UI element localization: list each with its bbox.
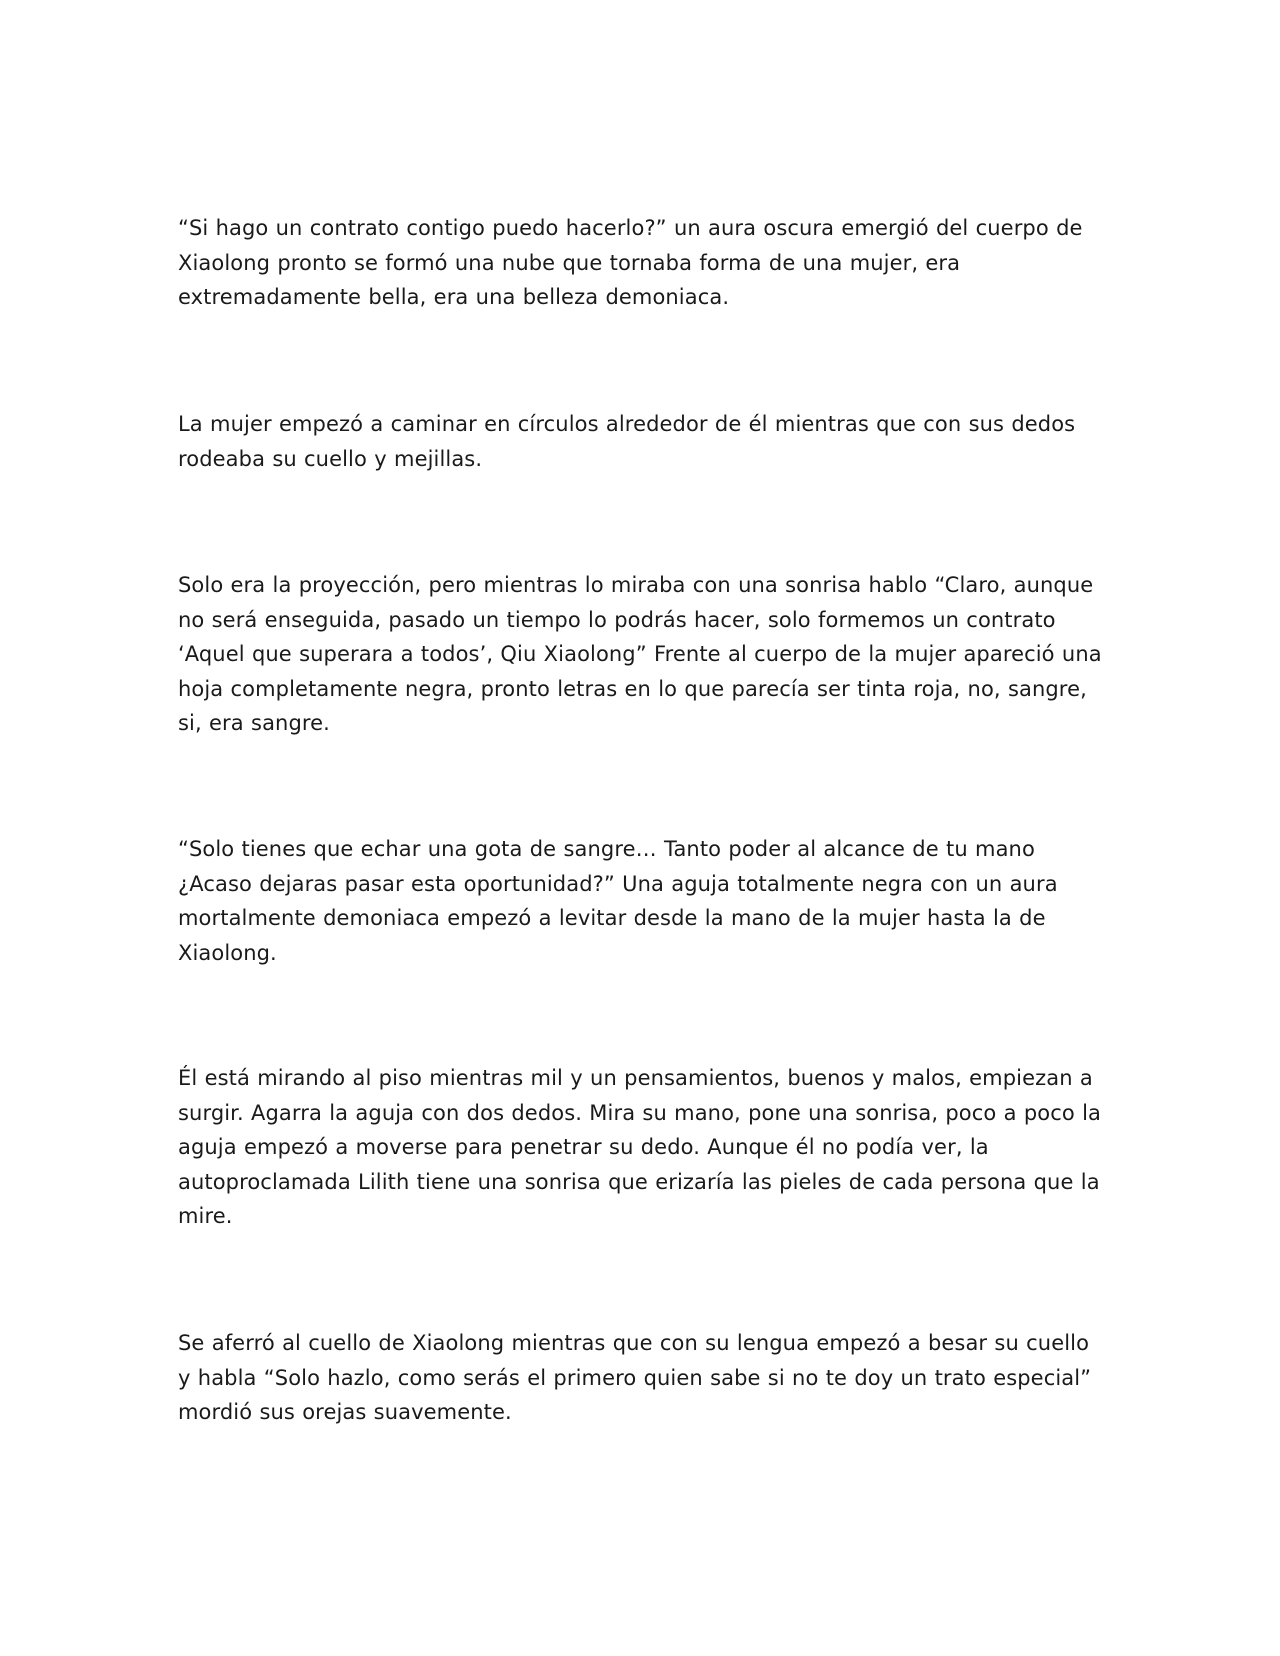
paragraph-3: Solo era la proyección, pero mientras lo miraba con una sonrisa hablo “Claro, aunque no será enseguida, pasado un tiempo lo podrás hacer, solo formemos un contrato ‘Aquel que superara a todos’, Qiu Xiaolong” Frente al cuerpo de la mujer apareció una hoja completamente negra, pronto letras en lo que parecía ser tinta roja, no, sangre, si, era sangre.: [178, 573, 1102, 735]
paragraph-2: La mujer empezó a caminar en círculos alrededor de él mientras que con sus dedos rodeaba su cuello y mejillas.: [178, 412, 1076, 471]
paragraph-5: Él está mirando al piso mientras mil y un pensamientos, buenos y malos, empiezan a surgir. Agarra la aguja con dos dedos. Mira su mano, pone una sonrisa, poco a poco la aguja empezó a moverse para penetrar su dedo. Aunque él no podía ver, la autoproclamada Lilith tiene una sonrisa que erizaría las pieles de cada persona que la mire.: [178, 1066, 1102, 1228]
paragraph-6: Se aferró al cuello de Xiaolong mientras que con su lengua empezó a besar su cuello y habla “Solo hazlo, como serás el primero quien sabe si no te doy un trato especial” mordió sus orejas suavemente.: [178, 1331, 1092, 1424]
paragraph-4: “Solo tienes que echar una gota de sangre… Tanto poder al alcance de tu mano ¿Acaso dejaras pasar esta oportunidad?” Una aguja totalmente negra con un aura mortalmente demoniaca empezó a levitar desde la mano de la mujer hasta la de Xiaolong.: [178, 837, 1058, 965]
paragraph-1: “Si hago un contrato contigo puedo hacerlo?” un aura oscura emergió del cuerpo de Xiaolong pronto se formó una nube que tornaba forma de una mujer, era extremadamente bella, era una belleza demoniaca.: [178, 216, 1083, 309]
